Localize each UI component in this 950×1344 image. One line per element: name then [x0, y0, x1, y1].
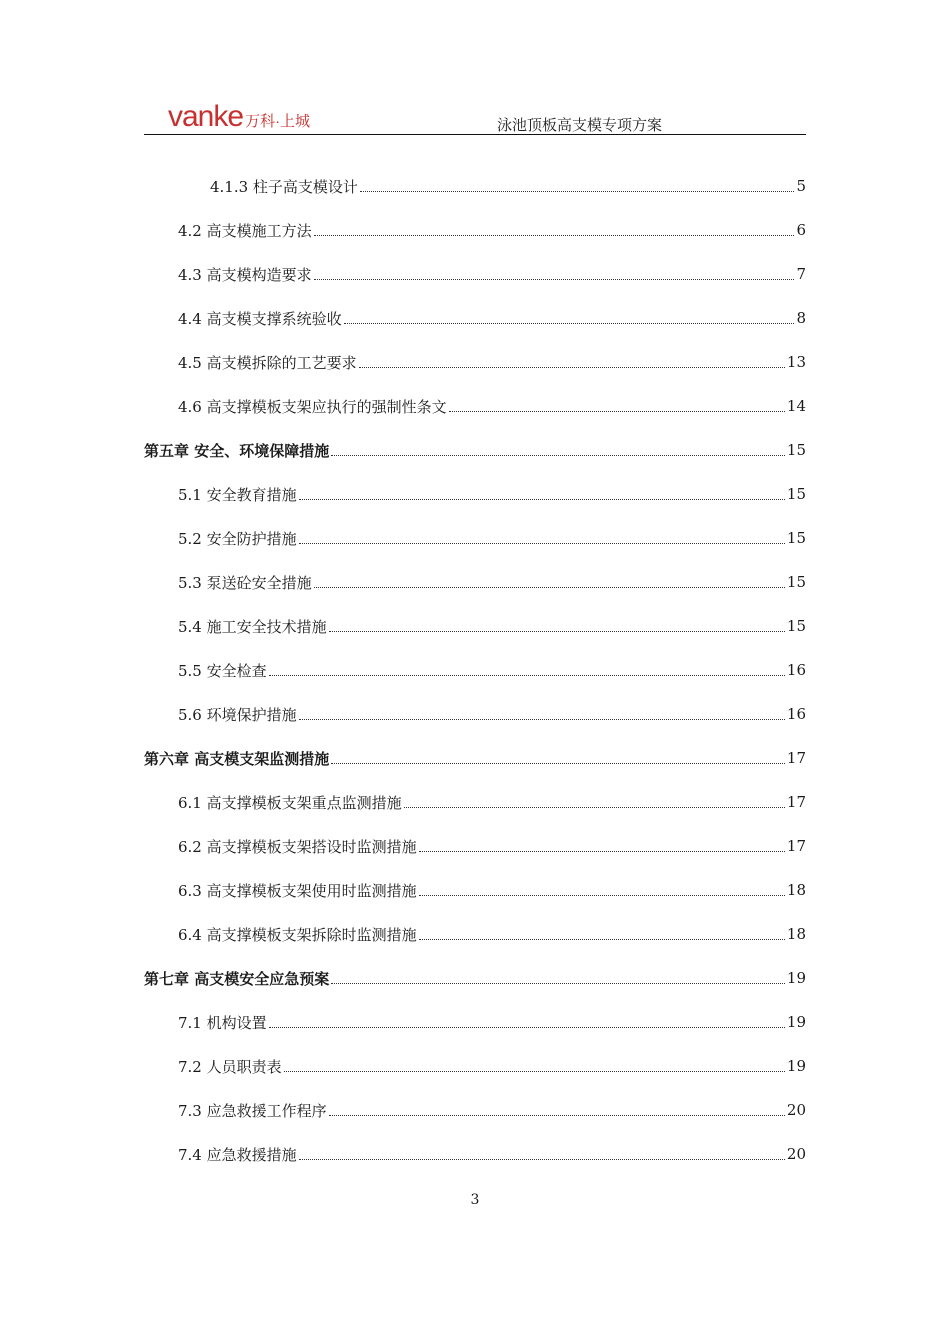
toc-leader: [314, 234, 795, 236]
header-divider: [144, 134, 806, 135]
toc-leader: [299, 498, 785, 500]
toc-entry-page: 5: [796, 177, 806, 195]
toc-entry[interactable]: [144, 868, 806, 912]
logo-chinese: 万科·上城: [245, 113, 311, 130]
toc-entry-page: 19: [786, 969, 806, 987]
page-header: [144, 96, 806, 136]
toc-leader: [329, 1114, 785, 1116]
toc-entry[interactable]: [144, 648, 806, 692]
toc-leader: [299, 1158, 785, 1160]
toc-entry-page: 15: [786, 485, 806, 503]
toc-entry[interactable]: [144, 1044, 806, 1088]
toc-entry-label: 6.4 高支撑模板支架拆除时监测措施: [178, 925, 417, 944]
toc-entry[interactable]: [144, 1132, 806, 1176]
toc-entry-page: 15: [786, 529, 806, 547]
toc-entry-page: 17: [786, 837, 806, 855]
toc-entry-page: 13: [786, 353, 806, 371]
toc-leader: [344, 322, 795, 324]
toc-entry-label: 4.1.3 柱子高支模设计: [210, 177, 358, 196]
toc-leader: [419, 894, 785, 896]
toc-entry-page: 14: [786, 397, 806, 415]
logo-wordmark: vanke: [168, 100, 244, 133]
toc-leader: [329, 630, 785, 632]
table-of-contents: [144, 164, 806, 1176]
toc-entry-label: 4.3 高支模构造要求: [178, 265, 312, 284]
toc-entry-label: 5.2 安全防护措施: [178, 529, 297, 548]
toc-entry-label: 4.2 高支模施工方法: [178, 221, 312, 240]
toc-entry-label: 6.2 高支撑模板支架搭设时监测措施: [178, 837, 417, 856]
toc-entry-label: 7.3 应急救援工作程序: [178, 1101, 327, 1120]
toc-entry[interactable]: [144, 340, 806, 384]
toc-leader: [314, 278, 795, 280]
toc-entry-label: 5.5 安全检查: [178, 661, 267, 680]
toc-entry-page: 20: [786, 1101, 806, 1119]
toc-entry-page: 6: [796, 221, 806, 239]
toc-leader: [269, 674, 785, 676]
toc-leader: [449, 410, 785, 412]
toc-entry[interactable]: [144, 560, 806, 604]
toc-entry-page: 15: [786, 573, 806, 591]
toc-entry-page: 20: [786, 1145, 806, 1163]
page-number: 3: [470, 1192, 480, 1208]
toc-leader: [299, 718, 785, 720]
toc-leader: [284, 1070, 785, 1072]
toc-entry[interactable]: [144, 164, 806, 208]
toc-entry-page: 8: [796, 309, 806, 327]
toc-entry-page: 18: [786, 881, 806, 899]
toc-leader: [331, 982, 785, 984]
toc-entry-label: 4.4 高支模支撑系统验收: [178, 309, 342, 328]
toc-chapter[interactable]: [144, 428, 806, 472]
toc-entry[interactable]: [144, 516, 806, 560]
toc-entry[interactable]: [144, 780, 806, 824]
toc-entry-label: 5.3 泵送砼安全措施: [178, 573, 312, 592]
toc-entry[interactable]: [144, 296, 806, 340]
toc-entry-label: 5.1 安全教育措施: [178, 485, 297, 504]
toc-entry-label: 第六章 高支模支架监测措施: [144, 749, 330, 768]
toc-entry-page: 19: [786, 1057, 806, 1075]
toc-leader: [360, 190, 795, 192]
toc-leader: [299, 542, 785, 544]
toc-entry-page: 7: [796, 265, 806, 283]
toc-entry-page: 18: [786, 925, 806, 943]
toc-entry-label: 5.4 施工安全技术措施: [178, 617, 327, 636]
document-title: 泳池顶板高支模专项方案: [496, 116, 662, 134]
toc-leader: [359, 366, 785, 368]
toc-entry-label: 7.1 机构设置: [178, 1013, 267, 1032]
toc-entry-page: 17: [786, 749, 806, 767]
toc-entry-label: 4.6 高支撑模板支架应执行的强制性条文: [178, 397, 447, 416]
toc-leader: [331, 454, 785, 456]
toc-entry-label: 6.1 高支撑模板支架重点监测措施: [178, 793, 402, 812]
toc-leader: [314, 586, 785, 588]
toc-entry-label: 6.3 高支撑模板支架使用时监测措施: [178, 881, 417, 900]
toc-entry[interactable]: [144, 604, 806, 648]
toc-entry-label: 4.5 高支模拆除的工艺要求: [178, 353, 357, 372]
vanke-logo: [168, 100, 310, 134]
toc-leader: [269, 1026, 785, 1028]
toc-entry[interactable]: [144, 912, 806, 956]
toc-entry-page: 16: [786, 661, 806, 679]
toc-entry-page: 17: [786, 793, 806, 811]
toc-chapter[interactable]: [144, 956, 806, 1000]
toc-entry-label: 第五章 安全、环境保障措施: [144, 441, 330, 460]
toc-entry[interactable]: [144, 252, 806, 296]
toc-entry[interactable]: [144, 692, 806, 736]
toc-entry-page: 19: [786, 1013, 806, 1031]
toc-entry[interactable]: [144, 472, 806, 516]
toc-entry[interactable]: [144, 384, 806, 428]
toc-entry-page: 15: [786, 617, 806, 635]
toc-entry-label: 7.2 人员职责表: [178, 1057, 282, 1076]
toc-entry-page: 16: [786, 705, 806, 723]
toc-entry-label: 5.6 环境保护措施: [178, 705, 297, 724]
toc-leader: [331, 762, 785, 764]
toc-leader: [419, 938, 785, 940]
toc-entry-page: 15: [786, 441, 806, 459]
toc-leader: [419, 850, 785, 852]
toc-entry[interactable]: [144, 824, 806, 868]
toc-entry[interactable]: [144, 1088, 806, 1132]
toc-entry[interactable]: [144, 1000, 806, 1044]
toc-entry-label: 第七章 高支模安全应急预案: [144, 969, 330, 988]
toc-entry-label: 7.4 应急救援措施: [178, 1145, 297, 1164]
toc-entry[interactable]: [144, 208, 806, 252]
toc-leader: [404, 806, 785, 808]
toc-chapter[interactable]: [144, 736, 806, 780]
